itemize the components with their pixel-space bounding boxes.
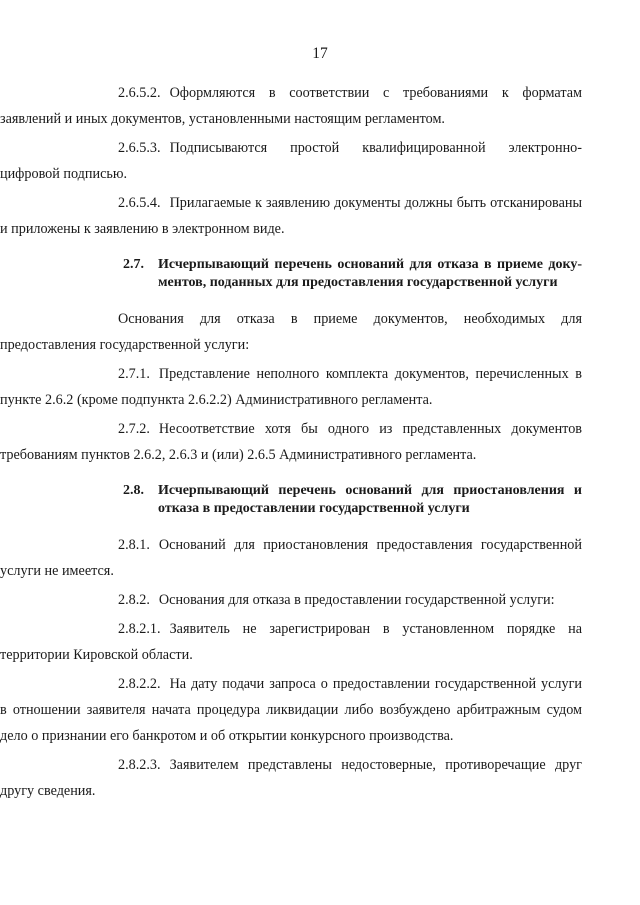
section-title [158, 256, 582, 292]
section-title-line: ментов, поданных для предоставления государственной услуги [158, 275, 558, 290]
paragraph-group-28 [0, 532, 582, 804]
paragraph-number: 2.6.5.4. [118, 195, 161, 211]
paragraph-2-7-2 [0, 416, 582, 468]
paragraph-number: 2.7.2. [118, 421, 150, 437]
paragraph-number: 2.6.5.3. [118, 140, 161, 156]
paragraph-text: Оформляются в соответствии с требованиями к форматам заявлений и иных документов, установленными настоящим регламентом. [0, 85, 582, 127]
paragraph-text: Прилагаемые к заявлению документы должны быть отсканированы и приложены к заявлению в электронном виде. [0, 195, 582, 237]
section-title-line: отказа в предоставлении государственной услуги [158, 501, 470, 516]
paragraph-number: 2.8.1. [118, 537, 150, 553]
paragraph-2-7-intro [0, 306, 582, 358]
paragraph-text: Несоответствие хотя бы одного из представленных документов требованиям пунктов 2.6.2, 2.6.3 и (или) 2.6.5 Административного регламента. [0, 421, 582, 463]
paragraph-text: Оснований для приостановления предоставления государственной услуги не имеется. [0, 537, 582, 579]
paragraph-number: 2.8.2.2. [118, 676, 161, 692]
section-title-line: Исчерпывающий перечень оснований для отказа в приеме доку- [158, 257, 582, 272]
paragraph-number: 2.6.5.2. [118, 85, 161, 101]
paragraph-2-8-2-2 [0, 671, 582, 749]
paragraph-text: Представление неполного комплекта документов, перечисленных в пункте 2.6.2 (кроме подпункта 2.6.2.2) Административного регламента. [0, 366, 582, 408]
paragraph-2-8-1 [0, 532, 582, 584]
paragraph-2-6-5-3 [0, 135, 582, 187]
paragraph-number: 2.8.2.1. [118, 621, 161, 637]
paragraph-text: На дату подачи запроса о предоставлении государственной услуги в отношении заявителя начата процедура ликвидации либо возбуждено арбитражным судом дело о признании его банкротом и об открытии конкурсного производства. [0, 676, 582, 744]
page-number: 17 [312, 45, 328, 62]
paragraph-2-6-5-4 [0, 190, 582, 242]
paragraph-number: 2.8.2.3. [118, 757, 161, 773]
paragraph-text: Подписываются простой квалифицированной электронно-цифровой подписью. [0, 140, 582, 182]
paragraph-2-8-2-1 [0, 616, 582, 668]
paragraph-2-6-5-2 [0, 80, 582, 132]
paragraph-2-8-2-3 [0, 752, 582, 804]
paragraph-text: Основания для отказа в предоставлении государственной услуги: [158, 592, 555, 608]
paragraph-group-27 [0, 306, 582, 468]
paragraph-2-7-1 [0, 361, 582, 413]
paragraph-text: Основания для отказа в приеме документов, необходимых для предоставления государственной услуги: [0, 311, 582, 353]
paragraph-number: 2.8.2. [118, 592, 150, 608]
paragraph-text: Заявителем представлены недостоверные, противоречащие друг другу сведения. [0, 757, 582, 799]
section-title-line: Исчерпывающий перечень оснований для приостановления и [158, 483, 582, 498]
section-number: 2.8. [123, 483, 144, 498]
section-heading-2-8 [0, 482, 582, 518]
paragraph-2-8-2 [0, 587, 582, 613]
section-title [158, 482, 582, 518]
paragraph-group-265 [0, 80, 582, 242]
document-body [0, 80, 582, 807]
paragraph-text: Заявитель не зарегистрирован в установленном порядке на территории Кировской области. [0, 621, 582, 663]
section-number: 2.7. [123, 257, 144, 272]
section-heading-2-7 [0, 256, 582, 292]
paragraph-number: 2.7.1. [118, 366, 150, 382]
